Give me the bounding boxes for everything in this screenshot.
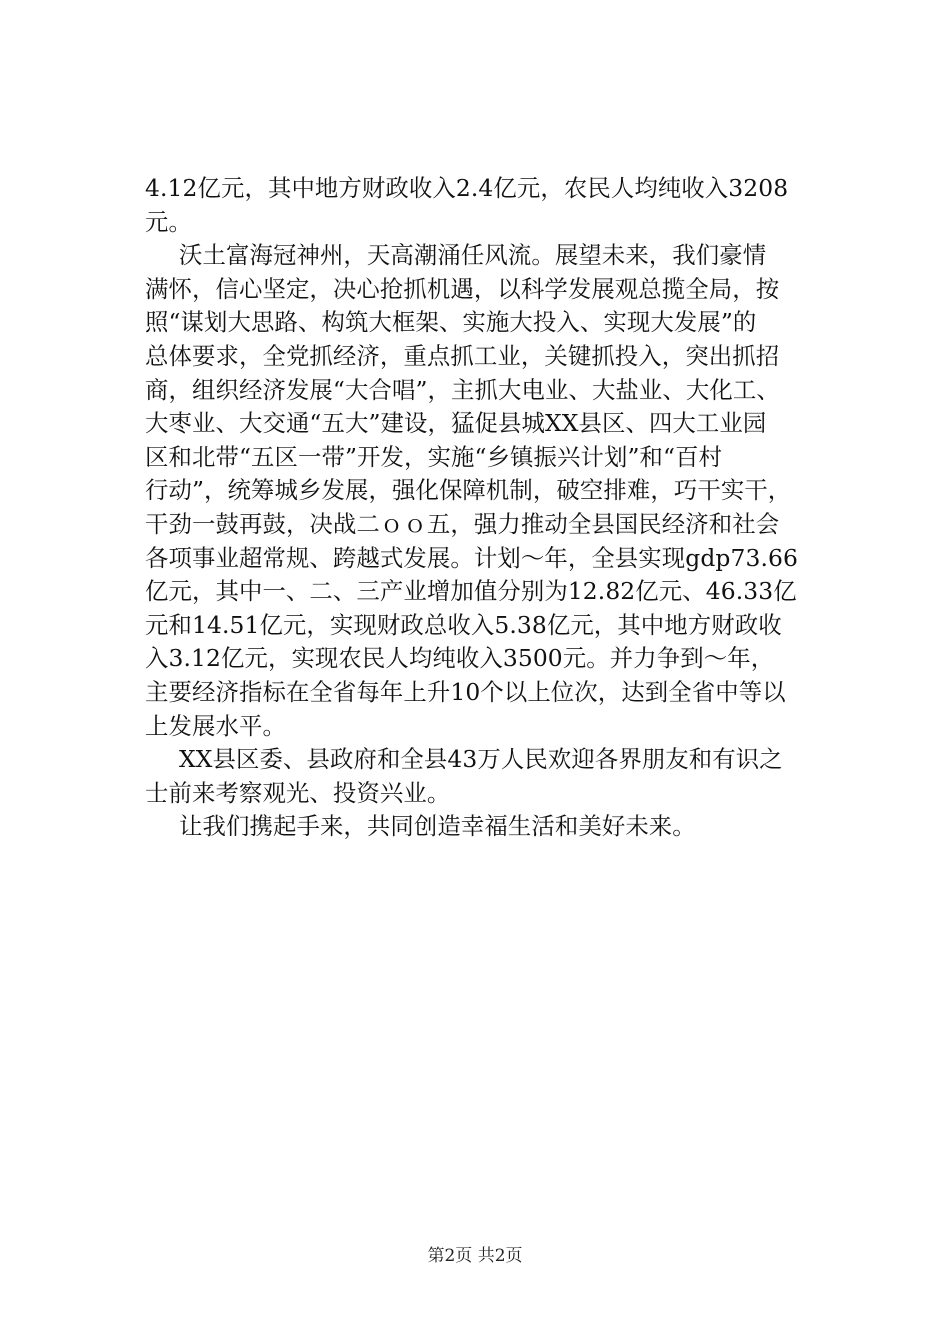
text-line: 各项事业超常规、跨越式发展。计划～年，全县实现gdp73.66 bbox=[145, 543, 798, 572]
text-line: 元和14.51亿元，实现财政总收入5.38亿元，其中地方财政收 bbox=[145, 610, 782, 639]
text-line: 照“谋划大思路、构筑大框架、实施大投入、实现大发展”的 bbox=[145, 308, 757, 337]
text-line: 元。 bbox=[145, 207, 192, 236]
document-body bbox=[145, 172, 835, 844]
text-line: 让我们携起手来，共同创造幸福生活和美好未来。 bbox=[179, 812, 696, 841]
paragraph-2 bbox=[145, 239, 835, 743]
text-line: 干劲一鼓再鼓，决战二ｏｏ五，强力推动全县国民经济和社会 bbox=[145, 509, 780, 538]
page-footer bbox=[0, 1244, 950, 1268]
page-indicator: 第2页 共2页 bbox=[427, 1246, 523, 1266]
text-line: 沃土富海冠神州，天高潮涌任风流。展望未来，我们豪情 bbox=[179, 241, 767, 270]
text-line: 主要经济指标在全省每年上升10个以上位次，达到全省中等以 bbox=[145, 677, 786, 706]
text-line: 满怀，信心坚定，决心抢抓机遇，以科学发展观总揽全局，按 bbox=[145, 274, 780, 303]
text-line: 亿元，其中一、二、三产业增加值分别为12.82亿元、46.33亿 bbox=[145, 577, 797, 606]
text-line: 入3.12亿元，实现农民人均纯收入3500元。并力争到～年， bbox=[145, 644, 775, 673]
text-line: 行动”，统筹城乡发展，强化保障机制，破空排难，巧干实干， bbox=[145, 476, 792, 505]
text-line: XX县区委、县政府和全县43万人民欢迎各界朋友和有识之 bbox=[179, 745, 783, 774]
text-line: 商，组织经济发展“大合唱”，主抓大电业、大盐业、大化工、 bbox=[145, 375, 780, 404]
paragraph-1 bbox=[145, 172, 835, 239]
text-line: 上发展水平。 bbox=[145, 711, 286, 740]
text-line: 区和北带“五区一带”开发，实施“乡镇振兴计划”和“百村 bbox=[145, 442, 723, 471]
text-line: 总体要求，全党抓经济，重点抓工业，关键抓投入，突出抓招 bbox=[145, 341, 780, 370]
paragraph-4 bbox=[145, 810, 835, 844]
text-line: 士前来考察观光、投资兴业。 bbox=[145, 778, 451, 807]
paragraph-3 bbox=[145, 743, 835, 810]
text-line: 4.12亿元，其中地方财政收入2.4亿元，农民人均纯收入3208 bbox=[145, 174, 789, 202]
text-line: 大枣业、大交通“五大”建设，猛促县城XX县区、四大工业园 bbox=[145, 409, 767, 438]
